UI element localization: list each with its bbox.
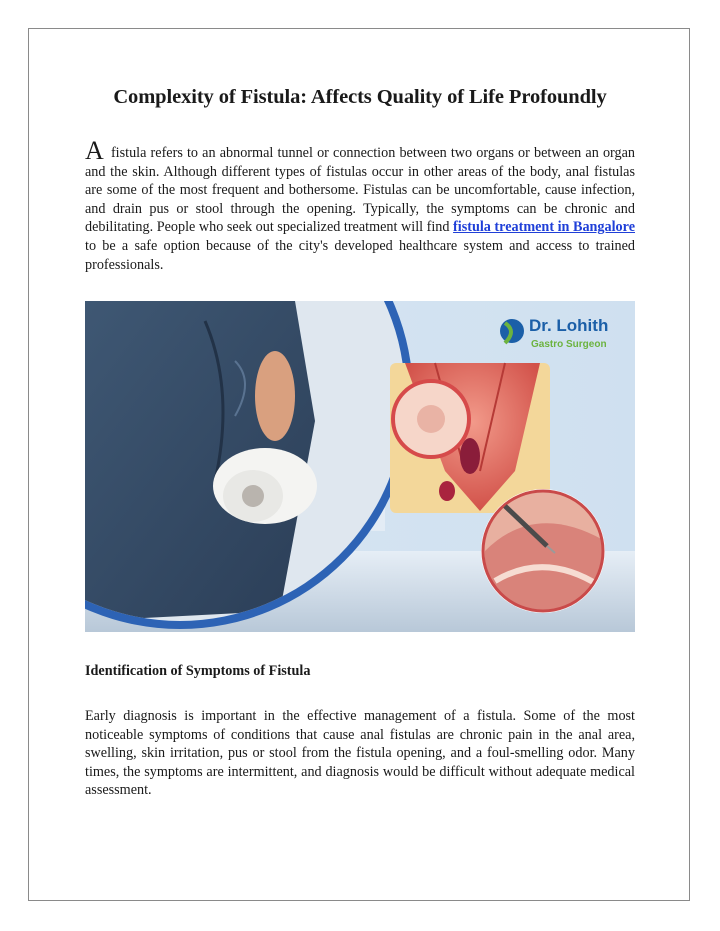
fistula-illustration — [85, 301, 635, 632]
intro-paragraph — [85, 136, 635, 274]
fistula-treatment-link[interactable]: fistula treatment in Bangalore — [453, 219, 635, 236]
procedure-zoom — [481, 489, 605, 613]
intro-text: fistula refers to an abnormal tunnel or connection between two organs or between an organ and the skin. Although different types of fistulas occur in other areas of the body, anal fistulas are some of the most frequent and bothersome. Fistulas can be uncomfortable, cause infection, and drain pus or stool through the opening. Typically, the symptoms can be chronic and debilitating. People who seek out specialized treatment will find — [85, 145, 635, 236]
toilet-roll — [213, 448, 317, 524]
section-heading: Identification of Symptoms of Fistula — [85, 663, 311, 679]
anatomy-diagram — [390, 363, 550, 513]
intro-text-continued: to be a safe option because of the city's developed healthcare system and access to trained professionals. — [85, 237, 635, 273]
section-paragraph: Early diagnosis is important in the effective management of a fistula. Some of the most noticeable symptoms of conditions that cause anal fistulas are chronic pain in the anal area, swelling, skin irritation, pus or stool from the fistula opening, and a foul-smelling odor. Many times, the symptoms are intermittent, and diagnosis would be difficult without adequate medical assessment. — [85, 708, 635, 799]
logo-name: Dr. Lohith — [529, 316, 609, 335]
document-title: Complexity of Fistula: Affects Quality of Life Profoundly — [113, 86, 607, 108]
logo-tagline: Gastro Surgeon — [531, 339, 607, 350]
drop-cap: A — [85, 136, 104, 165]
